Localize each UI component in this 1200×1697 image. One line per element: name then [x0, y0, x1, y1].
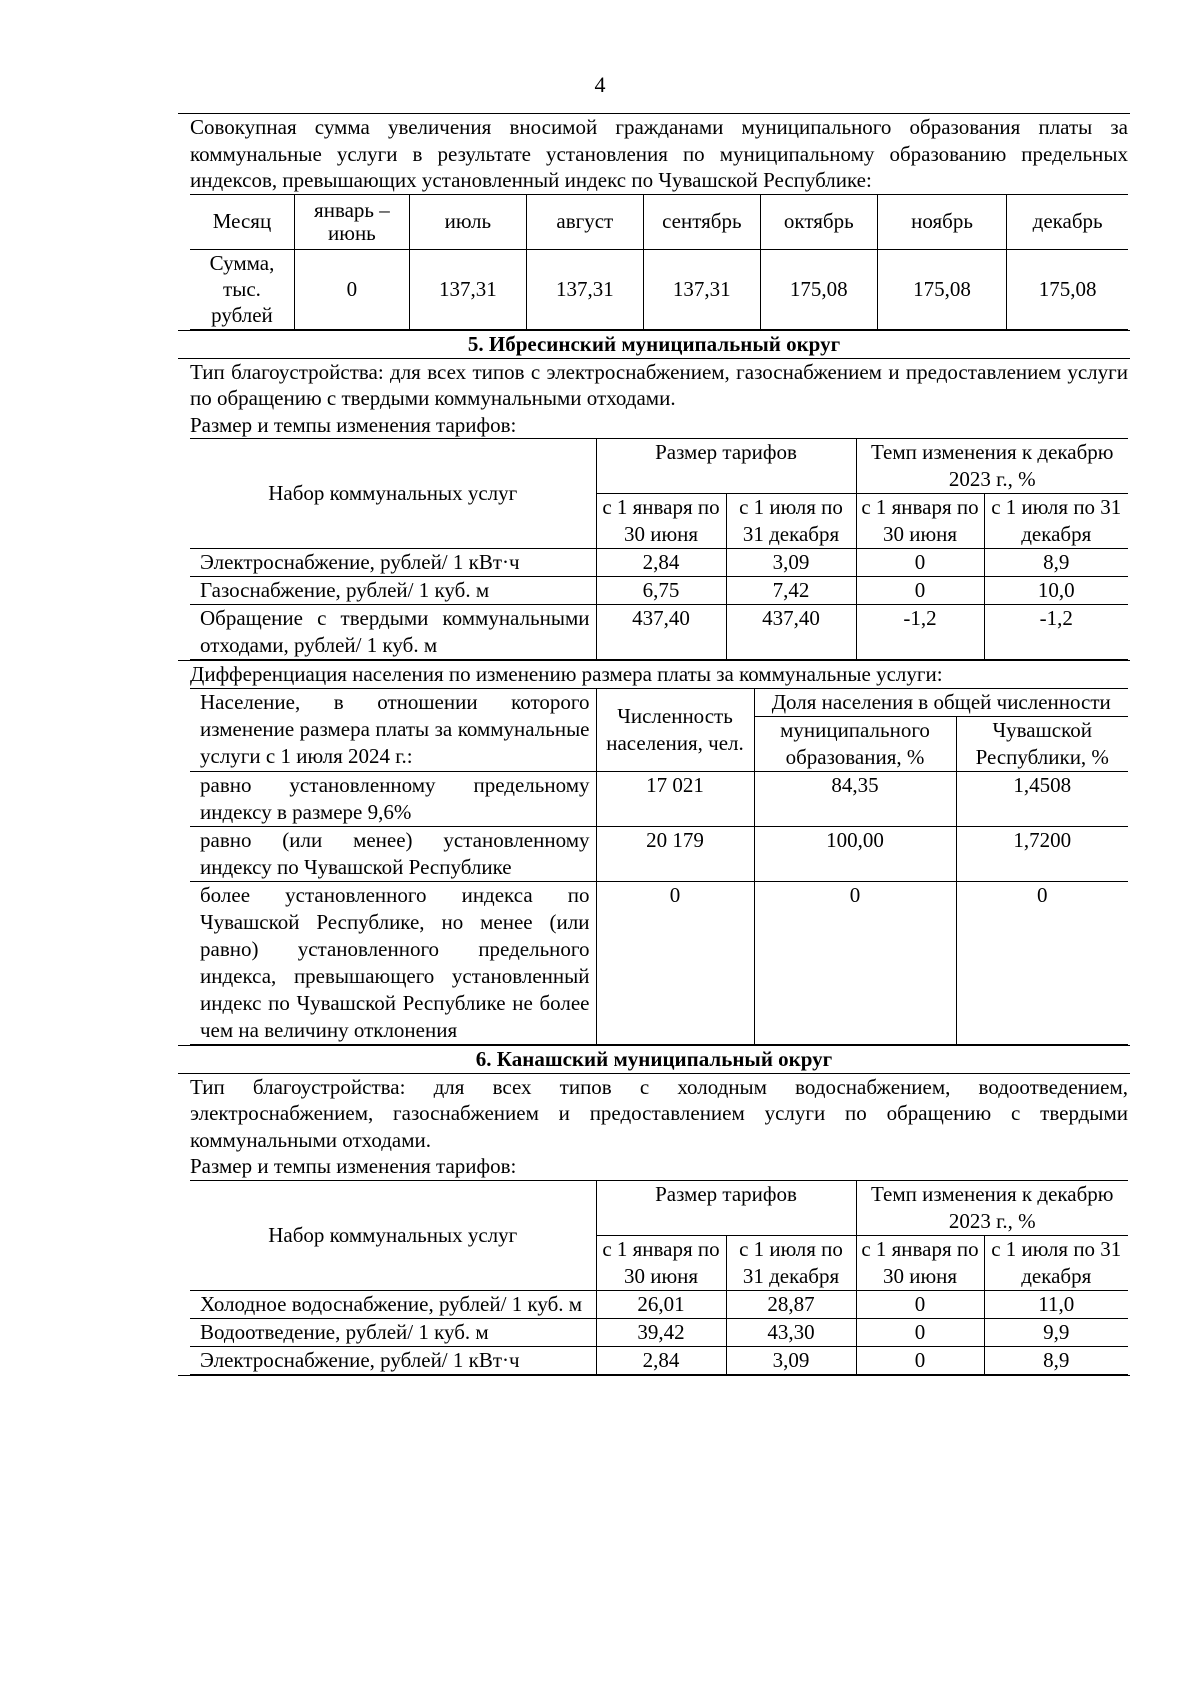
- month-cell: сентябрь: [643, 194, 760, 249]
- tariff-value: 2,84: [596, 549, 726, 577]
- rate-value: 9,9: [984, 1318, 1128, 1346]
- republic-header: Чувашской Республики, %: [956, 716, 1128, 771]
- size-header: Размер тарифов: [596, 1180, 856, 1235]
- table-row: [190, 577, 1128, 605]
- tariff-value: 28,87: [726, 1290, 856, 1318]
- population-category: более установленного индекса по Чувашской Республике, но менее (или равно) установленного предельного индекса, превышающего установленный индекс по Чувашской Республике не более чем на величину отклонения: [190, 881, 596, 1044]
- population-category: равно (или менее) установленному индексу по Чувашской Республике: [190, 826, 596, 881]
- month-cell: октябрь: [760, 194, 877, 249]
- section6-tariff-caption: Размер и темпы изменения тарифов:: [190, 1154, 517, 1178]
- table-row: [190, 605, 1128, 660]
- tariff-value: 3,09: [726, 1346, 856, 1374]
- top-rule: [178, 113, 1130, 114]
- rate-value: 0: [856, 1290, 984, 1318]
- rate-value: 0: [856, 1318, 984, 1346]
- tariff-header-row: [190, 439, 1128, 494]
- services-header: Набор коммунальных услуг: [190, 1180, 596, 1290]
- population-header: Население, в отношении которого изменение размера платы за коммунальные услуги с 1 июля 2024 г.:: [190, 688, 596, 771]
- month-label: Месяц: [190, 194, 294, 249]
- share-header: Доля населения в общей численности: [754, 688, 1128, 716]
- tariff-value: 7,42: [726, 577, 856, 605]
- tariff-value: 437,40: [726, 605, 856, 660]
- population-header-row: [190, 688, 1128, 716]
- sum-cell: 175,08: [760, 249, 877, 329]
- document-body: [190, 113, 1128, 1376]
- sum-cell: 137,31: [526, 249, 643, 329]
- section5-tariff-table: [190, 438, 1128, 660]
- rate-value: -1,2: [856, 605, 984, 660]
- service-name: Холодное водоснабжение, рублей/ 1 куб. м: [190, 1290, 596, 1318]
- rate-value: 8,9: [984, 549, 1128, 577]
- summary-text: Совокупная сумма увеличения вносимой гражданами муниципального образования платы за коммунальные услуги в результате установления по муниципальному образованию предельных индексов, превышающих установленный индекс по Чувашской Республике:: [190, 115, 1128, 192]
- monthly-sum-table: [190, 194, 1128, 330]
- tariff-value: 3,09: [726, 549, 856, 577]
- section6-title: 6. Канашский муниципальный округ: [178, 1046, 1130, 1074]
- jan-header: с 1 января по 30 июня: [856, 1235, 984, 1290]
- section6-tariff-table: [190, 1180, 1128, 1375]
- table-row: [190, 1290, 1128, 1318]
- jan-header: с 1 января по 30 июня: [596, 494, 726, 549]
- month-cell: декабрь: [1007, 194, 1128, 249]
- rate-value: 0: [856, 549, 984, 577]
- municipal-header: муниципального образования, %: [754, 716, 956, 771]
- section5-population-table: [190, 688, 1128, 1045]
- rate-value: 0: [856, 1346, 984, 1374]
- tariff-header-row: [190, 1180, 1128, 1235]
- table-row: [190, 1318, 1128, 1346]
- population-count: 20 179: [596, 826, 754, 881]
- rate-header: Темп изменения к декабрю 2023 г., %: [856, 1180, 1128, 1235]
- tariff-value: 6,75: [596, 577, 726, 605]
- section-rule: [178, 330, 1130, 331]
- municipal-share: 84,35: [754, 771, 956, 826]
- sum-cell: 175,08: [1007, 249, 1128, 329]
- sum-cell: 137,31: [409, 249, 526, 329]
- jul-header: с 1 июля по 31 декабря: [984, 1235, 1128, 1290]
- table-row: [190, 771, 1128, 826]
- republic-share: 1,4508: [956, 771, 1128, 826]
- count-header: Численность населения, чел.: [596, 688, 754, 771]
- size-header: Размер тарифов: [596, 439, 856, 494]
- population-count: 0: [596, 881, 754, 1044]
- section5-title: 5. Ибресинский муниципальный округ: [178, 331, 1130, 359]
- table-row: [190, 826, 1128, 881]
- table-row: [190, 881, 1128, 1044]
- jan-header: с 1 января по 30 июня: [596, 1235, 726, 1290]
- population-category: равно установленному предельному индексу в размере 9,6%: [190, 771, 596, 826]
- section5-diff-caption: Дифференциация населения по изменению размера платы за коммунальные услуги:: [178, 660, 1130, 688]
- jul-header: с 1 июля по 31 декабря: [984, 494, 1128, 549]
- republic-share: 0: [956, 881, 1128, 1044]
- month-cell: ноябрь: [877, 194, 1007, 249]
- service-name: Электроснабжение, рублей/ 1 кВт·ч: [190, 1346, 596, 1374]
- sum-cell: 137,31: [643, 249, 760, 329]
- rate-value: 10,0: [984, 577, 1128, 605]
- municipal-share: 100,00: [754, 826, 956, 881]
- municipal-share: 0: [754, 881, 956, 1044]
- rate-value: -1,2: [984, 605, 1128, 660]
- tariff-value: 2,84: [596, 1346, 726, 1374]
- sum-cell: 175,08: [877, 249, 1007, 329]
- sum-row: [190, 249, 1128, 329]
- month-cell: январь – июнь: [294, 194, 409, 249]
- tariff-value: 39,42: [596, 1318, 726, 1346]
- rate-value: 11,0: [984, 1290, 1128, 1318]
- jan-header: с 1 января по 30 июня: [856, 494, 984, 549]
- page-number: 4: [594, 72, 606, 97]
- tariff-value: 437,40: [596, 605, 726, 660]
- jul-header: с 1 июля по 31 декабря: [726, 494, 856, 549]
- republic-share: 1,7200: [956, 826, 1128, 881]
- sum-label: Сумма, тыс. рублей: [190, 249, 294, 329]
- sum-cell: 0: [294, 249, 409, 329]
- population-count: 17 021: [596, 771, 754, 826]
- service-name: Электроснабжение, рублей/ 1 кВт·ч: [190, 549, 596, 577]
- rate-header: Темп изменения к декабрю 2023 г., %: [856, 439, 1128, 494]
- service-name: Газоснабжение, рублей/ 1 куб. м: [190, 577, 596, 605]
- month-cell: август: [526, 194, 643, 249]
- section6-type-text: Тип благоустройства: для всех типов с холодным водоснабжением, водоотведением, электроснабжением, газоснабжением и предоставлением услуги по обращению с твердыми коммунальными отходами.: [190, 1074, 1128, 1152]
- table-row: [190, 549, 1128, 577]
- tariff-value: 43,30: [726, 1318, 856, 1346]
- rate-value: 0: [856, 577, 984, 605]
- table-row: [190, 1346, 1128, 1374]
- section5-type-text: Тип благоустройства: для всех типов с электроснабжением, газоснабжением и предоставлением услуги по обращению с твердыми коммунальными отходами.: [190, 359, 1128, 410]
- month-row: [190, 194, 1128, 249]
- month-cell: июль: [409, 194, 526, 249]
- service-name: Водоотведение, рублей/ 1 куб. м: [190, 1318, 596, 1346]
- services-header: Набор коммунальных услуг: [190, 439, 596, 549]
- jul-header: с 1 июля по 31 декабря: [726, 1235, 856, 1290]
- bottom-rule: [178, 1375, 1130, 1376]
- rate-value: 8,9: [984, 1346, 1128, 1374]
- service-name: Обращение с твердыми коммунальными отходами, рублей/ 1 куб. м: [190, 605, 596, 660]
- tariff-value: 26,01: [596, 1290, 726, 1318]
- section5-tariff-caption: Размер и темпы изменения тарифов:: [190, 412, 517, 437]
- section-rule: [178, 1045, 1130, 1046]
